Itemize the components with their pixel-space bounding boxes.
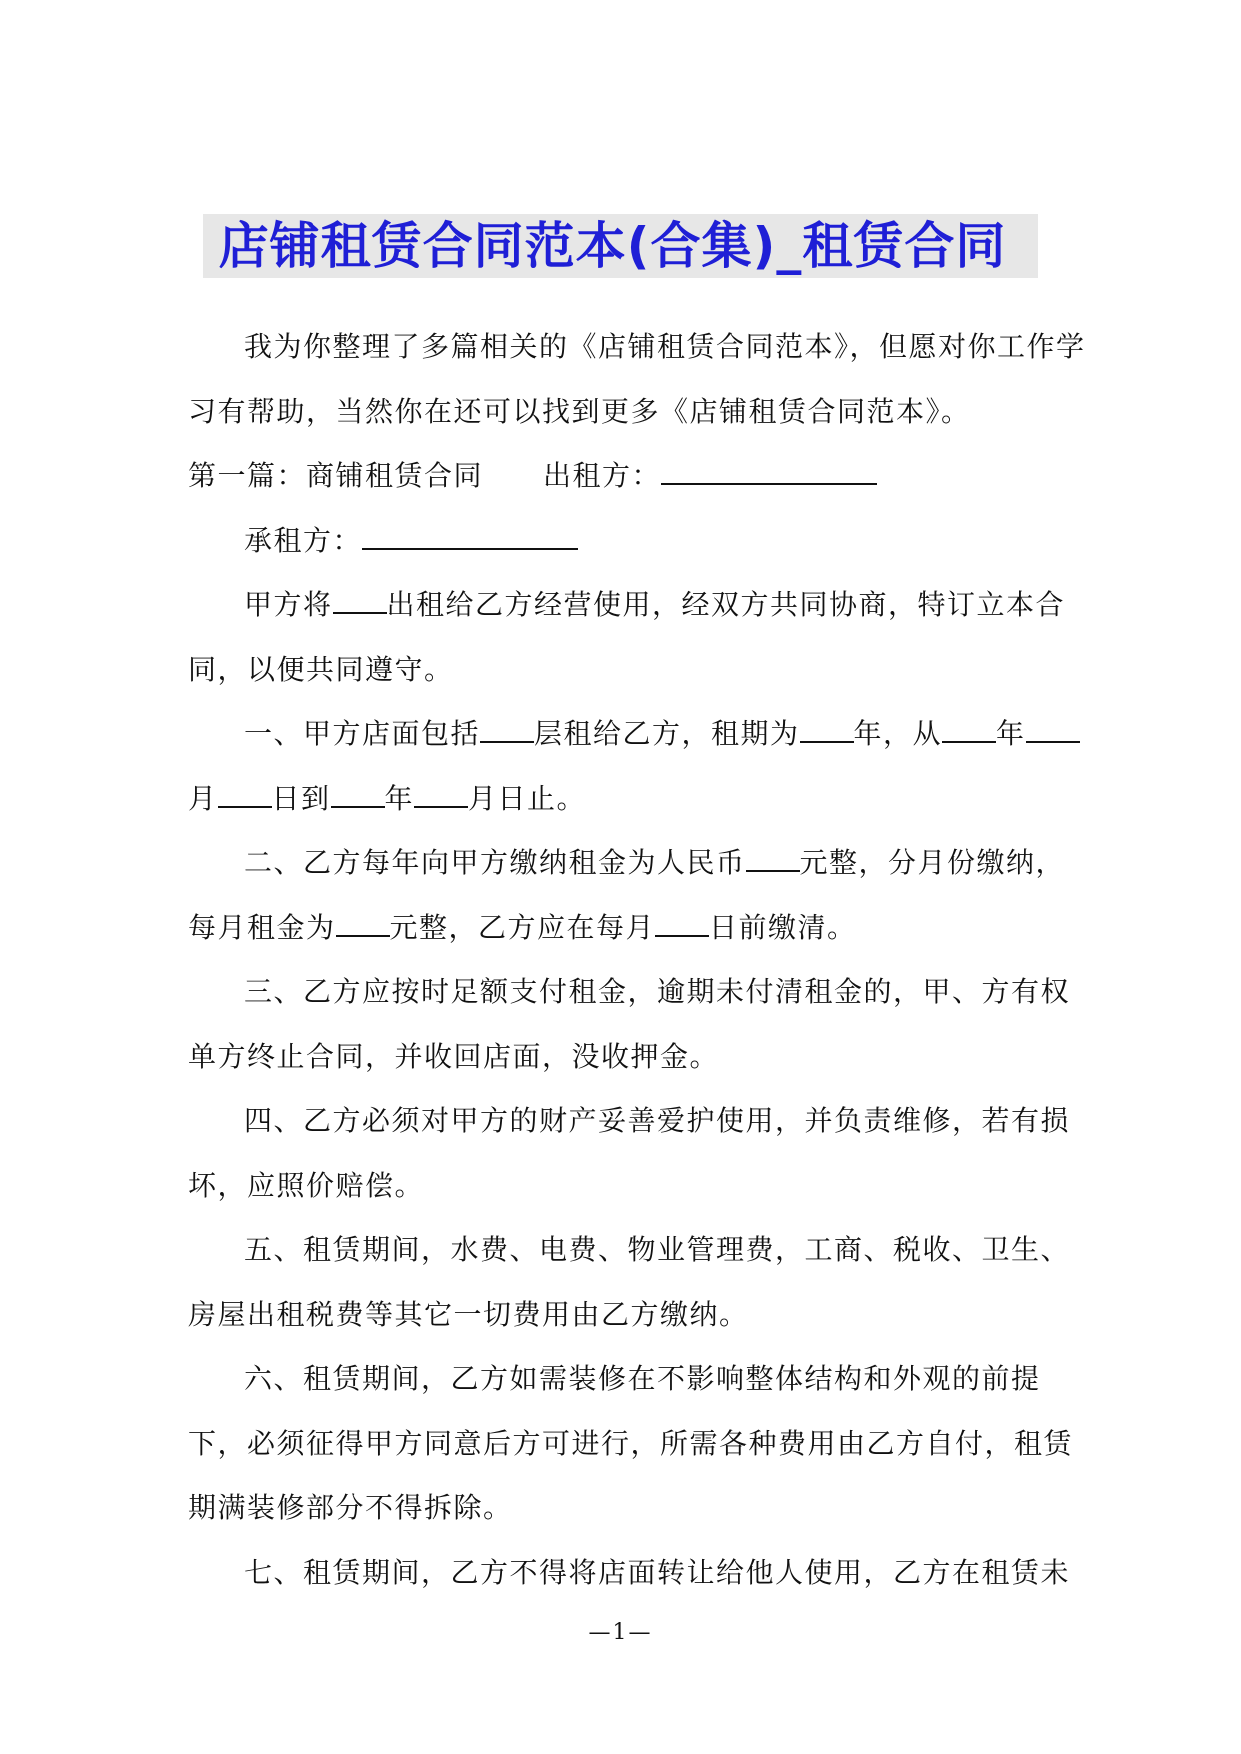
blank [746,869,800,872]
clause-7: 七、租赁期间，乙方不得将店面转让给他人使用，乙方在租赁未 [244,1555,1071,1589]
blank [414,805,468,808]
blank [331,805,385,808]
clause-1-text-b: 层租给乙方，租期为 [534,717,800,750]
blank [480,740,534,743]
preamble-text-a: 甲方将 [244,588,333,621]
title-container [0,214,1241,278]
clause-1-text-a: 一、甲方店面包括 [244,717,481,750]
blank [1026,740,1080,743]
blank [800,740,854,743]
clause-1-text-g: 年 [384,781,415,815]
preamble-text-b: 出租给乙方经营使用，经双方共同协商，特订立本合同，以便共同遵守。 [188,588,1066,686]
clause-1-text-c: 年，从 [853,717,943,750]
clause-2 [188,831,1088,960]
section-heading-line [188,444,1088,509]
clause-3: 三、乙方应按时足额支付租金，逾期未付清租金的，甲、方有权单方终止合同，并收回店面，没收押金。 [188,975,1071,1073]
document-body [188,315,1088,1605]
intro-paragraph: 我为你整理了多篇相关的《店铺租赁合同范本》，但愿对你工作学习有帮助，当然你在还可以找到更多《店铺租赁合同范本》。 [188,330,1086,428]
clause-6: 六、租赁期间，乙方如需装修在不影响整体结构和外观的前提下，必须征得甲方同意后方可进行，所需各种费用由乙方自付，租赁期满装修部分不得拆除。 [188,1362,1074,1524]
clause-1-text-h: 月日止。 [468,781,587,815]
clause-2-text-b: 元整，分月份缴纳，每月租金为 [188,846,1066,944]
lessor-blank [661,482,877,485]
blank [336,934,390,937]
clause-1-text-f: 日到 [271,781,331,815]
clause-4: 四、乙方必须对甲方的财产妥善爱护使用，并负责维修，若有损坏，应照价赔偿。 [188,1104,1071,1202]
document-title: 店铺租赁合同范本(合集)_租赁合同 [203,214,1039,278]
clause-1 [188,702,1088,831]
clause-2-text-d: 日前缴清。 [709,910,857,944]
clause-1-text-d: 年 [996,717,1026,750]
lessee-line [188,509,1088,574]
blank [942,740,996,743]
section-heading: 第一篇：商铺租赁合同 [188,459,484,492]
preamble-paragraph [188,573,1088,702]
blank [218,805,272,808]
lessor-label: 出租方： [543,459,662,492]
clause-5: 五、租赁期间，水费、电费、物业管理费，工商、税收、卫生、房屋出租税费等其它一切费用由乙方缴纳。 [188,1233,1071,1331]
lessee-label: 承租方： [244,523,363,557]
lessee-blank [362,547,578,550]
blank [333,611,387,614]
clause-1-text-e: 月 [188,781,218,815]
page-number: —1— [588,1620,653,1645]
clause-2-text-c: 元整，乙方应在每月 [389,910,656,944]
blank [655,934,709,937]
clause-2-text-a: 二、乙方每年向甲方缴纳租金为人民币 [244,846,746,879]
